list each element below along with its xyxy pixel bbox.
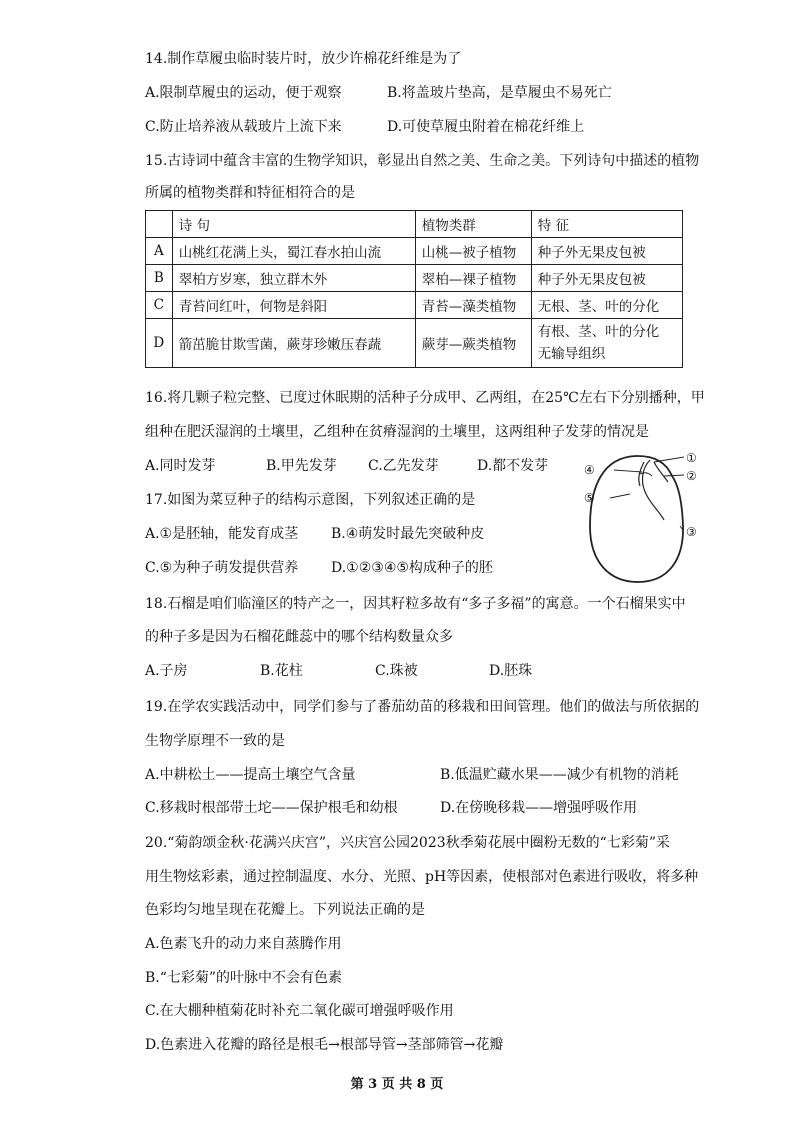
label-5: ⑤ — [584, 491, 595, 505]
q16-stem-line2: 组种在肥沃湿润的土壤里，乙组种在贫瘠湿润的土壤里，这两组种子发芽的情况是 — [145, 424, 649, 440]
table-header-cell — [146, 211, 173, 238]
q14-option-c: C.防止培养液从载玻片上流下来 — [145, 119, 342, 135]
q17-option-b: B.④萌发时最先突破种皮 — [331, 526, 485, 542]
label-2: ② — [686, 469, 697, 483]
poem-cell: 青苔问红叶，何物是斜阳 — [172, 292, 415, 319]
q15-stem-line1: 15.古诗词中蕴含丰富的生物学知识，彰显出自然之美、生命之美。下列诗句中描述的植物 — [145, 153, 700, 169]
q20-option-a: A.色素飞升的动力来自蒸腾作用 — [145, 936, 342, 952]
table-row — [146, 319, 683, 368]
poem-cell: 箭茁脆甘欺雪菌，蕨芽珍嫩压春蔬 — [172, 319, 415, 368]
row-label: C — [146, 292, 173, 319]
q14-option-a: A.限制草履虫的运动，便于观察 — [145, 85, 342, 101]
page-number: 第 3 页 共 8 页 — [350, 1077, 444, 1092]
q18-option-c: C.珠被 — [375, 663, 418, 679]
group-cell: 山桃—被子植物 — [415, 238, 531, 265]
group-cell: 翠柏—裸子植物 — [415, 265, 531, 292]
feature-cell: 无根、茎、叶的分化 — [531, 292, 682, 319]
bean-seed-diagram — [580, 448, 710, 588]
poem-cell: 翠柏方岁寒，独立群木外 — [172, 265, 415, 292]
table-header-row — [146, 211, 683, 238]
table-header-cell: 植物类群 — [415, 211, 531, 238]
row-label: A — [146, 238, 173, 265]
table-row — [146, 265, 683, 292]
q15-stem-line2: 所属的植物类群和特征相符合的是 — [145, 185, 355, 201]
q18-option-a: A.子房 — [145, 663, 188, 679]
group-cell: 青苔—藻类植物 — [415, 292, 531, 319]
q15-table — [145, 210, 683, 368]
q17-option-c: C.⑤为种子萌发提供营养 — [145, 560, 299, 576]
q18-option-d: D.胚珠 — [489, 663, 533, 679]
q19-option-a: A.中耕松土——提高土壤空气含量 — [145, 767, 356, 783]
q16-option-b: B.甲先发芽 — [266, 458, 337, 474]
q20-stem-line3: 色彩均匀地呈现在花瓣上。下列说法正确的是 — [145, 902, 425, 918]
table-header-cell: 诗 句 — [172, 211, 415, 238]
q17-stem: 17.如图为菜豆种子的结构示意图，下列叙述正确的是 — [145, 492, 476, 508]
q17-option-a: A.①是胚轴，能发育成茎 — [145, 526, 299, 542]
feature-line: 有根、茎、叶的分化 — [537, 324, 660, 340]
q14-stem: 14.制作草履虫临时装片时，放少许棉花纤维是为了 — [145, 51, 462, 67]
q17-option-d: D.①②③④⑤构成种子的胚 — [331, 560, 493, 576]
q20-option-d: D.色素进入花瓣的路径是根毛→根部导管→茎部筛管→花瓣 — [145, 1037, 504, 1053]
q20-option-c: C.在大棚种植菊花时补充二氧化碳可增强呼吸作用 — [145, 1003, 454, 1019]
q19-stem-line1: 19.在学农实践活动中，同学们参与了番茄幼苗的移栽和田间管理。他们的做法与所依据的 — [145, 699, 700, 715]
q18-stem-line2: 的种子多是因为石榴花雌蕊中的哪个结构数量众多 — [145, 629, 453, 645]
q20-stem-line2: 用生物炫彩素，通过控制温度、水分、光照、pH等因素，使根部对色素进行吸收，将多种 — [145, 869, 699, 885]
feature-line: 无输导组织 — [537, 346, 606, 362]
q14-option-d: D.可使草履虫附着在棉花纤维上 — [387, 119, 585, 135]
q19-option-c: C.移栽时根部带土坨——保护根毛和幼根 — [145, 800, 398, 816]
feature-cell — [531, 319, 682, 368]
q20-option-b: B.“七彩菊”的叶脉中不会有色素 — [145, 970, 343, 986]
feature-cell: 种子外无果皮包被 — [531, 265, 682, 292]
label-1: ① — [686, 451, 697, 465]
q18-option-b: B.花柱 — [260, 663, 303, 679]
table-header-cell: 特 征 — [531, 211, 682, 238]
q16-option-c: C.乙先发芽 — [368, 458, 439, 474]
label-4: ④ — [584, 463, 595, 477]
feature-cell: 种子外无果皮包被 — [531, 238, 682, 265]
table-row — [146, 292, 683, 319]
table-row — [146, 238, 683, 265]
label-3: ③ — [686, 525, 697, 539]
q19-stem-line2: 生物学原理不一致的是 — [145, 733, 285, 749]
q20-stem-line1: 20.“菊韵颂金秋·花满兴庆宫”，兴庆宫公园2023秋季菊花展中圈粉无数的“七彩菊”采 — [145, 835, 670, 851]
q16-stem-line1: 16.将几颗子粒完整、已度过休眠期的活种子分成甲、乙两组，在25℃左右下分别播种，甲 — [145, 390, 705, 406]
row-label: B — [146, 265, 173, 292]
row-label: D — [146, 319, 173, 368]
poem-cell: 山桃红花满上头，蜀江春水拍山流 — [172, 238, 415, 265]
q18-stem-line1: 18.石榴是咱们临潼区的特产之一，因其籽粒多故有“多子多福”的寓意。一个石榴果实中 — [145, 596, 686, 612]
q19-option-d: D.在傍晚移栽——增强呼吸作用 — [440, 800, 638, 816]
q16-option-a: A.同时发芽 — [145, 458, 216, 474]
q14-option-b: B.将盖玻片垫高，是草履虫不易死亡 — [387, 85, 612, 101]
q16-option-d: D.都不发芽 — [477, 458, 549, 474]
q19-option-b: B.低温贮藏水果——减少有机物的消耗 — [440, 767, 679, 783]
group-cell: 蕨芽—蕨类植物 — [415, 319, 531, 368]
